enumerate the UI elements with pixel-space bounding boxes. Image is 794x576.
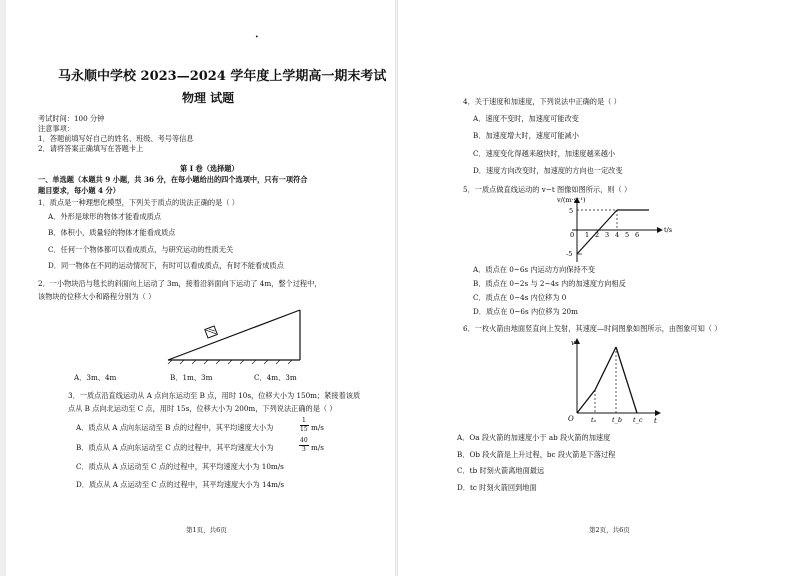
q3-option-c: C．质点从 A 点运动至 C 点的过程中，其平均速度大小为 10m/s [76,462,284,471]
q4-option-b: B．加速度增大时，速度可能减小 [473,131,579,140]
note-2: 2．请将答案正确填写在答题卡上 [38,144,144,153]
q3-b-numerator: 40 [300,437,308,444]
q2-stem-cont: 该物块的位移大小和路程分别为（ ） [38,292,156,301]
q3-option-d: D．质点从 A 点运动至 C 点的过程中，其平均速度大小为 14m/s [76,480,285,489]
incline-surface [168,310,300,360]
part1-instructions: 一、单选题（本题共 9 小题，共 36 分，在每小题给出的四个选项中，只有一项符合 [38,175,308,184]
q3-b-unit: m/s [311,443,324,452]
q5-label-6: 6 [635,231,640,239]
q3-a-unit: m/s [311,423,324,432]
q3-a-denominator: 15 [300,426,308,433]
q2-option-c: C．4m、3m [254,373,297,382]
ground-hatch [168,360,292,364]
exam-subtitle: 物理 试题 [182,91,235,105]
q5-label-1: 1 [585,231,590,239]
q4-stem: 4．关于速度和加速度，下列说法中正确的是（ ） [463,97,621,106]
q5-stem: 5．一质点做直线运动的 v−t 图像如图所示，则（ ） [463,185,632,194]
q5-x-label: t/s [664,226,673,234]
q6-segment-ab [595,347,616,390]
q6-option-c: C．tb 时刻火箭离地面最远 [457,466,545,475]
q6-origin-label: O [568,415,574,423]
block-icon [205,326,218,338]
q6-tb-label: t_b [612,416,623,424]
q5-label-neg5: -5 [566,250,573,258]
vt-graph-q6 [562,335,672,425]
q3-stem: 3．一质点沿直线运动从 A 点向东运动至 B 点，用时 10s，位移大小为 150m；紧接着该质 [68,391,361,400]
section-heading: 第 I 卷（选择题） [180,164,239,173]
exam-time: 考试时间：100 分钟 [38,114,105,123]
q6-segment-bc [616,347,637,413]
q2-option-b: B．1m、3m [170,373,213,382]
q6-option-d: D．tc 时刻火箭回到地面 [457,483,537,492]
part1-instructions-cont: 题目要求，每小题 4 分） [38,186,120,195]
q1-option-d: D．同一物体在不同的运动情况下，有时可以看成质点，有时不能看成质点 [48,261,284,270]
q5-option-c: C．质点在 0~4s 内位移为 0 [473,293,567,302]
q4-option-d: D．速度方向改变时，加速度的方向也一定改变 [473,166,623,175]
q4-option-c: C．速度变化得越来越快时，加速度越来越小 [473,149,616,158]
q6-ta-label: tₐ [591,416,597,424]
q5-y-label: v/(m·s⁻¹) [557,196,586,204]
scan-mark: • [255,34,259,41]
note-1: 1．答题前填写好自己的姓名、班级、考号等信息 [38,134,194,143]
q1-option-c: C．任何一个物体都可以看成质点，与研究运动的性质无关 [48,245,234,254]
q5-label-3: 3 [605,231,610,239]
q5-label-5x: 5 [625,231,630,239]
page-2-footer: 第2页，共6页 [589,526,630,534]
exam-title: 马永顺中学校 2023—2024 学年度上学期高一期末考试 [58,69,387,84]
q1-option-b: B．体积小，质量轻的物体才能看成质点 [48,228,176,237]
q5-label-5: 5 [569,207,574,215]
q5-option-b: B．质点在 0~2s 与 2~4s 内的加速度方向相反 [473,279,626,288]
q6-y-label: v [571,339,575,347]
q6-tc-label: t_c [633,416,643,424]
q3-option-a: A．质点从 A 点向东运动至 B 点的过程中，其平均速度大小为 [76,423,274,432]
q5-option-a: A．质点在 0~6s 内运动方向保持不变 [473,265,596,274]
q5-label-2: 2 [595,231,600,239]
q6-segment-oa [577,390,595,413]
q6-option-b: B．Ob 段火箭是上升过程，bc 段火箭是下落过程 [457,450,616,459]
notes-heading: 注意事项： [38,124,74,133]
q3-option-b: B．质点从 A 点向东运动至 C 点的过程中，其平均速度大小为 [76,443,274,452]
q2-option-a: A．3m、4m [74,373,117,382]
q3-b-denominator: 3 [302,446,306,453]
q5-label-0: 0 [570,231,575,239]
q3-a-numerator: 1 [302,417,306,424]
q1-stem: 1．质点是一种理想化模型，下列关于质点的说法正确的是（ ） [38,198,239,207]
q6-stem: 6．一枚火箭由地面竖直向上发射，其速度—时间图象如图所示，由图象可知（ ） [463,324,722,333]
page-2 [397,0,794,576]
vt-graph-q5 [542,192,692,272]
q4-option-a: A．速度不变时，加速度可能改变 [473,114,579,123]
q3-stem-cont: 点从 B 点向北运动至 C 点，用时 15s，位移大小为 200m，下列说法正确的是（ ） [68,404,337,413]
page-1-footer: 第1页，共6页 [186,526,227,534]
q5-option-d: D．质点在 0~6s 内位移为 20m [473,307,578,316]
q6-x-label: t [654,417,657,425]
q2-stem: 2．一小物块沿与毯长的斜面向上运动了 3m，接着沿斜面向下运动了 4m，整个过程中， [38,279,322,288]
q5-label-4: 4 [615,231,620,239]
incline-figure [160,305,310,365]
q1-option-a: A．外形是球形的物体才能看成质点 [48,212,162,221]
q6-option-a: A．Oa 段火箭的加速度小于 ab 段火箭的加速度 [457,433,611,442]
